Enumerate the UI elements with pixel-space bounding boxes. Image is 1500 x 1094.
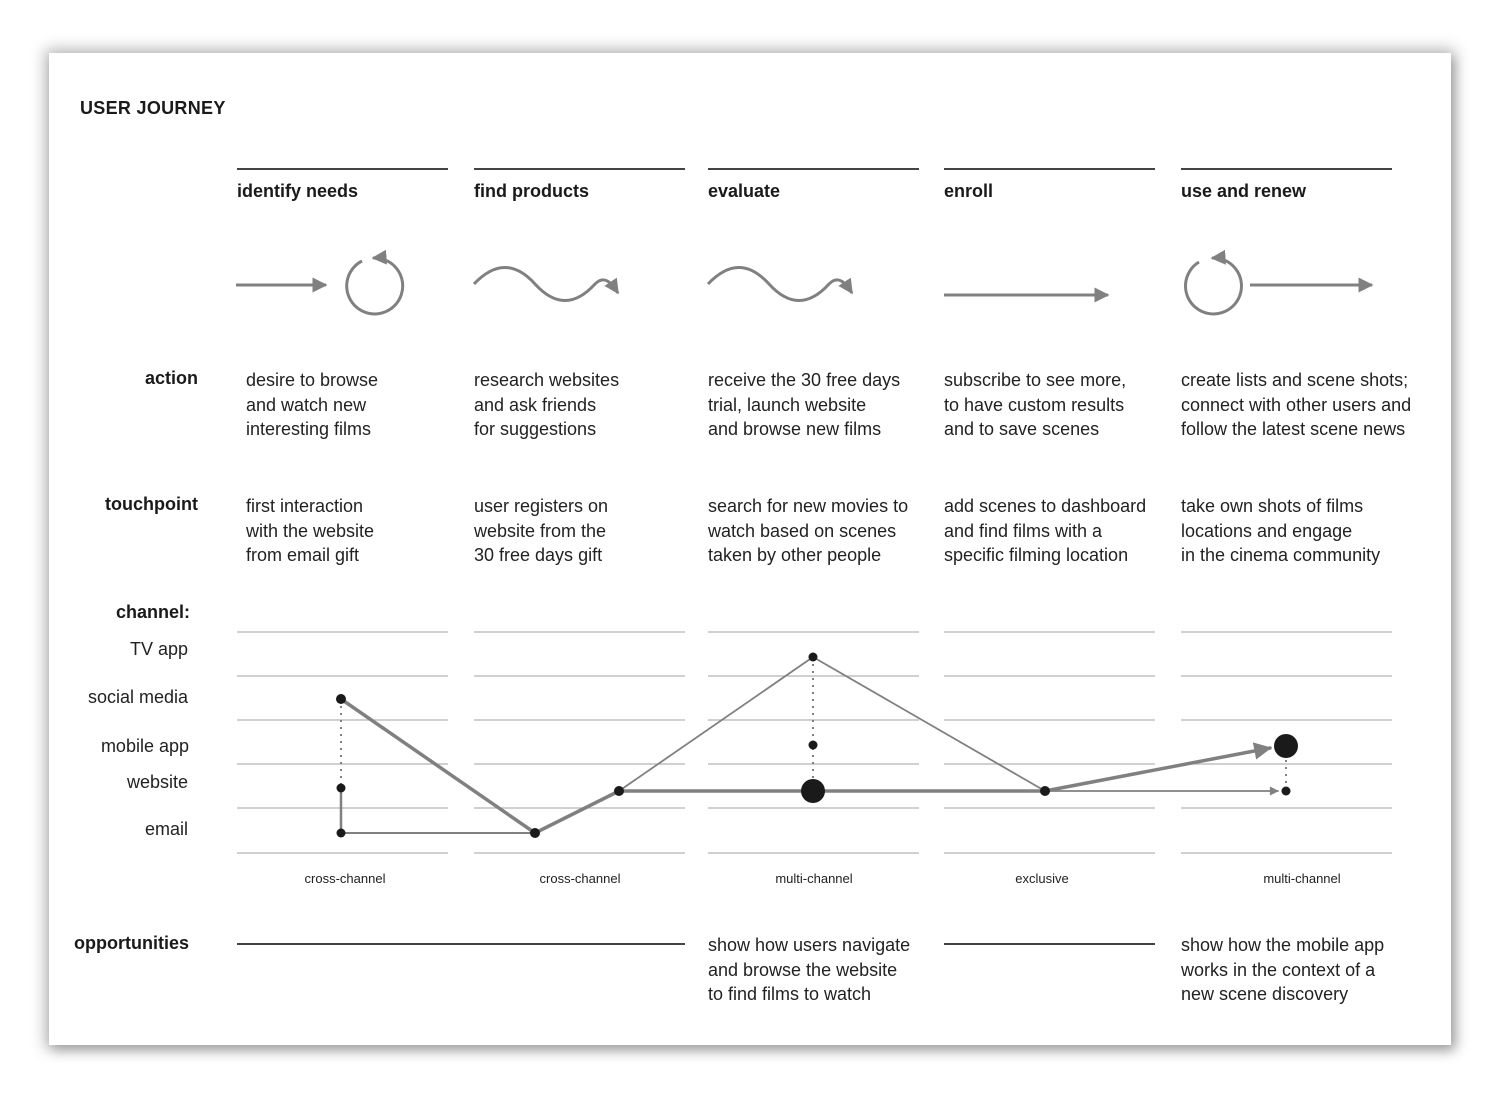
channel-dot (336, 694, 346, 704)
channel-dots (336, 653, 1298, 839)
opportunity-cell: show how the mobile app works in the context of a new scene discovery (1181, 935, 1385, 1004)
grid-column (944, 632, 1155, 853)
stage-title-identify-needs: identify needs (237, 181, 359, 201)
channel-dot (337, 784, 346, 793)
channel-dot (530, 828, 540, 838)
channel-dot-large (801, 779, 825, 803)
row-label-action: action (144, 368, 198, 388)
channel-dot (614, 786, 624, 796)
touchpoint-cell: first interaction with the website from email gift (246, 496, 375, 565)
channel-dot (809, 741, 818, 750)
stage-title-enroll: enroll (944, 181, 994, 201)
row-label-touchpoint: touchpoint (105, 494, 198, 514)
row-label-channel: channel: (115, 602, 190, 622)
channel-dot (1040, 786, 1050, 796)
channel-type-label: cross-channel (539, 871, 621, 886)
channel-dot (809, 653, 818, 662)
channel-type-label: exclusive (1015, 871, 1069, 886)
channel-label-website: website (126, 772, 188, 792)
arrow-then-loop-icon (236, 258, 403, 314)
channel-label-mobile-app: mobile app (100, 736, 189, 756)
action-cell: create lists and scene shots; connect with other users and follow the latest scene news (1181, 370, 1412, 439)
grid-column (474, 632, 685, 853)
channel-type-label: multi-channel (1263, 871, 1341, 886)
channel-label-tv-app: TV app (129, 639, 188, 659)
action-cell: desire to browse and watch new interesting films (246, 370, 379, 439)
channel-type-label: cross-channel (304, 871, 386, 886)
channel-dotted-connectors (341, 657, 1286, 790)
action-cell: research websites and ask friends for suggestions (474, 370, 620, 439)
action-cell: subscribe to see more, to have custom results and to save scenes (944, 370, 1127, 439)
channel-label-email: email (144, 819, 188, 839)
touchpoint-cell: add scenes to dashboard and find films with a specific filming location (944, 496, 1147, 565)
channel-dot (1282, 787, 1291, 796)
page-title: USER JOURNEY (80, 98, 226, 118)
channel-label-social-media: social media (87, 687, 188, 707)
channel-dot-large (1274, 734, 1298, 758)
grid-column (237, 632, 448, 853)
stage-title-find-products: find products (474, 181, 589, 201)
action-cell: receive the 30 free days trial, launch website and browse new films (708, 370, 901, 439)
loop-then-arrow-icon (1185, 258, 1372, 314)
touchpoint-cell: take own shots of films locations and engage in the cinema community (1181, 496, 1381, 565)
channel-type-label: multi-channel (775, 871, 853, 886)
wavy-arrow-icon (474, 268, 618, 301)
row-label-opportunities: opportunities (74, 933, 189, 953)
touchpoint-cell: search for new movies to watch based on scenes taken by other people (708, 496, 909, 565)
opportunity-cell: show how users navigate and browse the website to find films to watch (708, 935, 911, 1004)
stage-title-evaluate: evaluate (708, 181, 781, 201)
stage-title-use-and-renew: use and renew (1181, 181, 1307, 201)
touchpoint-cell: user registers on website from the 30 free days gift (474, 496, 609, 565)
channel-dot (337, 829, 346, 838)
wavy-arrow-icon (708, 268, 852, 301)
